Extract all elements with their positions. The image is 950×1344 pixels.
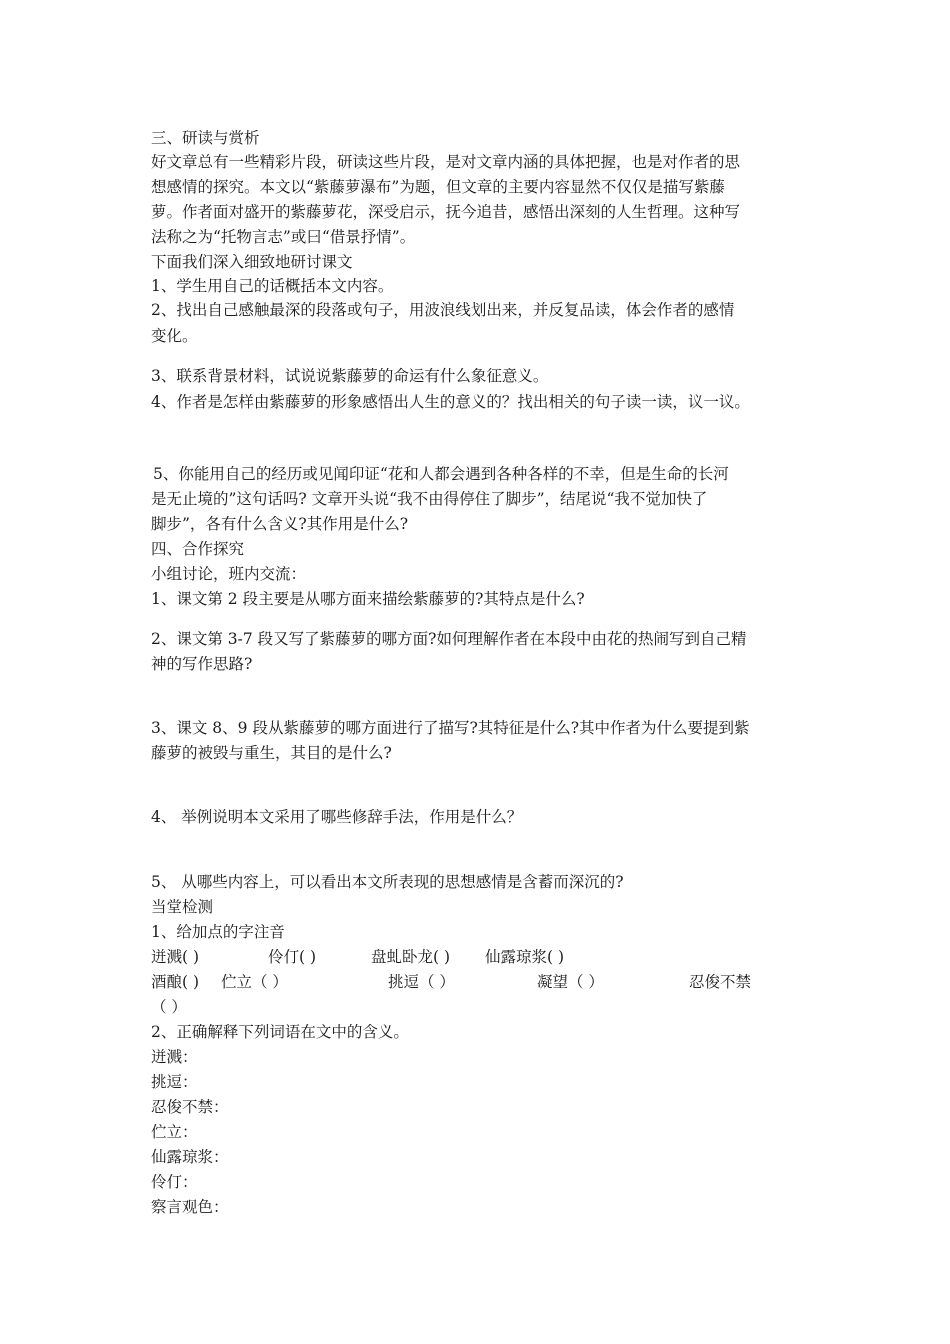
section4-question-4: 4、 举例说明本文采用了哪些修辞手法，作用是什么？: [151, 808, 523, 826]
pinyin-blank-item: 伫立（ ）: [221, 973, 288, 991]
check-heading: 当堂检测: [151, 898, 214, 916]
section3-intro-line: 萝。作者面对盛开的紫藤萝花，深受启示，抚今追昔，感悟出深刻的人生哲理。这种写: [151, 203, 741, 221]
section4-question-3-cont: 藤萝的被毁与重生，其目的是什么?: [151, 744, 392, 762]
pinyin-blank-item: 盘虬卧龙( ): [371, 948, 451, 966]
section3-intro-line: 想感情的探究。本文以“紫藤萝瀑布”为题，但文章的主要内容显然不仅仅是描写紫藤: [151, 178, 725, 196]
section4-question-2-cont: 神的写作思路?: [151, 655, 253, 673]
exercise-2-term: 仙露琼浆：: [151, 1148, 229, 1166]
exercise-2-term: 伶仃：: [151, 1173, 198, 1191]
exercise-2-term: 忍俊不禁：: [151, 1098, 229, 1116]
section4-lead: 小组讨论，班内交流：: [151, 565, 307, 583]
exercise-2-term: 迸溅：: [151, 1048, 198, 1066]
section3-question-5-cont: 脚步”，各有什么含义?其作用是什么?: [151, 515, 409, 533]
section4-question-2: 2、课文第 3-7 段又写了紫藤萝的哪方面?如何理解作者在本段中由花的热闹写到自己精: [151, 630, 747, 648]
pinyin-blank-item: 忍俊不禁: [689, 973, 752, 991]
section3-question-5-cont: 是无止境的”这句话吗? 文章开头说“我不由得停住了脚步”，结尾说“我不觉加快了: [151, 490, 708, 508]
section3-question-4: 4、作者是怎样由紫藤萝的形象感悟出人生的意义的？找出相关的句子读一读，议一议。: [151, 393, 750, 411]
section3-question-2-cont: 变化。: [151, 327, 198, 345]
section3-lead: 下面我们深入细致地研讨课文: [151, 253, 353, 271]
section3-question-5: 5、你能用自己的经历或见闻印证“花和人都会遇到各种各样的不幸，但是生命的长河: [153, 465, 729, 483]
pinyin-blank-item: 酒酿( ): [151, 973, 200, 991]
pinyin-blank-item: 伶仃( ): [268, 948, 317, 966]
section4-question-5: 5、 从哪些内容上，可以看出本文所表现的思想感情是含蓄而深沉的?: [151, 873, 624, 891]
section3-question-1: 1、学生用自己的话概括本文内容。: [151, 277, 394, 295]
exercise-2-term: 伫立：: [151, 1123, 198, 1141]
pinyin-blank-item: 仙露琼浆( ): [485, 948, 565, 966]
exercise-2-term: 挑逗：: [151, 1073, 198, 1091]
pinyin-blank-item: 迸溅( ): [151, 948, 200, 966]
pinyin-blank-item: 挑逗（ ）: [388, 973, 455, 991]
exercise-2-title: 2、正确解释下列词语在文中的含义。: [151, 1023, 409, 1041]
exercise-1-row-1: [151, 945, 791, 969]
section3-heading: 三、研读与赏析: [151, 129, 260, 147]
section4-question-3: 3、课文 8、9 段从紫藤萝的哪方面进行了描写?其特征是什么?其中作者为什么要提到紫: [151, 719, 750, 737]
exercise-1-row-2: [151, 970, 791, 994]
section4-question-1: 1、课文第 2 段主要是从哪方面来描绘紫藤萝的?其特点是什么?: [151, 590, 585, 608]
pinyin-blank-item: 凝望（ ）: [537, 973, 604, 991]
section4-heading: 四、合作探究: [151, 540, 245, 558]
section3-question-3: 3、联系背景材料，试说说紫藤萝的命运有什么象征意义。: [151, 367, 549, 385]
section3-question-2: 2、找出自己感触最深的段落或句子，用波浪线划出来，并反复品读，体会作者的感情: [151, 301, 735, 319]
section3-intro-line: 好文章总有一些精彩片段，研读这些片段，是对文章内涵的具体把握，也是对作者的思: [151, 153, 741, 171]
section3-intro-line: 法称之为“托物言志”或曰“借景抒情”。: [151, 228, 416, 246]
exercise-2-term: 察言观色：: [151, 1198, 229, 1216]
exercise-1-row-3: （ ）: [151, 998, 187, 1016]
exercise-1-title: 1、给加点的字注音: [151, 923, 285, 941]
